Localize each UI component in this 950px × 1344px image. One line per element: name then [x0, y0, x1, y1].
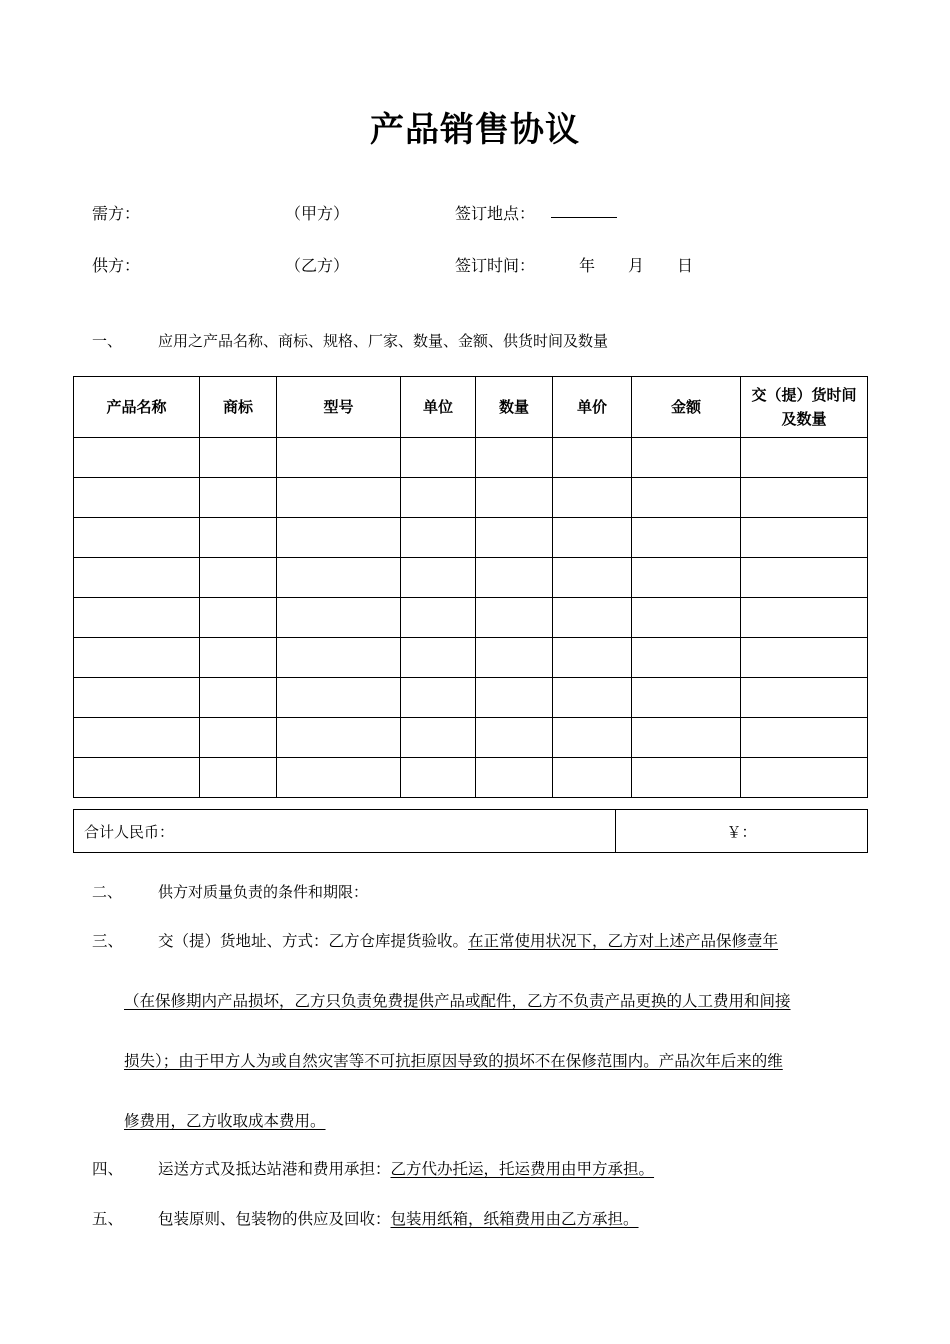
table-cell[interactable] [553, 558, 632, 598]
table-cell[interactable] [277, 558, 401, 598]
table-cell[interactable] [277, 718, 401, 758]
section3-number: 三、 [92, 932, 124, 950]
table-row [74, 638, 868, 678]
section3-underlined-1: 在正常使用状况下，乙方对上述产品保修壹年 [468, 932, 779, 950]
section2-text: 供方对质量负责的条件和期限： [158, 883, 369, 901]
table-cell[interactable] [74, 718, 200, 758]
section4-underlined: 乙方代办托运，托运费用由甲方承担。 [390, 1160, 655, 1178]
sign-time-label: 签订时间： [455, 256, 536, 275]
table-cell[interactable] [553, 678, 632, 718]
month-label: 月 [628, 256, 645, 275]
table-cell[interactable] [741, 758, 868, 798]
section3-underlined-2: （在保修期内产品损坏，乙方只负责免费提供产品或配件，乙方不负责产品更换的人工费用和间接 [124, 992, 791, 1010]
table-cell[interactable] [741, 718, 868, 758]
table-cell[interactable] [553, 718, 632, 758]
total-row [74, 810, 868, 853]
table-cell[interactable] [200, 518, 277, 558]
table-cell[interactable] [632, 478, 741, 518]
section3-underlined-4: 修费用，乙方收取成本费用。 [124, 1112, 326, 1130]
section5-underlined: 包装用纸箱，纸箱费用由乙方承担。 [390, 1210, 639, 1228]
table-cell[interactable] [200, 598, 277, 638]
product-table [73, 376, 868, 798]
table-cell[interactable] [74, 598, 200, 638]
table-cell[interactable] [741, 438, 868, 478]
table-cell[interactable] [401, 678, 476, 718]
table-row [74, 518, 868, 558]
section1-number: 一、 [92, 332, 123, 350]
table-cell[interactable] [632, 718, 741, 758]
table-cell[interactable] [741, 518, 868, 558]
table-cell[interactable] [476, 718, 553, 758]
table-cell[interactable] [553, 478, 632, 518]
table-cell[interactable] [476, 758, 553, 798]
table-cell[interactable] [277, 438, 401, 478]
header-model: 型号 [277, 377, 401, 438]
table-cell[interactable] [277, 678, 401, 718]
table-cell[interactable] [74, 438, 200, 478]
section5-number: 五、 [92, 1210, 124, 1228]
header-amount: 金额 [632, 377, 741, 438]
table-cell[interactable] [741, 558, 868, 598]
table-row [74, 758, 868, 798]
total-label[interactable]: 合计人民币： [74, 810, 616, 853]
table-cell[interactable] [476, 558, 553, 598]
table-cell[interactable] [741, 598, 868, 638]
day-label: 日 [677, 256, 694, 275]
table-row [74, 678, 868, 718]
table-cell[interactable] [200, 638, 277, 678]
table-cell[interactable] [553, 598, 632, 638]
buyer-label: 需方： [92, 204, 141, 223]
total-table [73, 809, 868, 853]
table-cell[interactable] [74, 518, 200, 558]
table-cell[interactable] [741, 638, 868, 678]
table-cell[interactable] [632, 518, 741, 558]
section3-underlined-3: 损失）；由于甲方人为或自然灾害等不可抗拒原因导致的损坏不在保修范围内。产品次年后来的维 [124, 1052, 783, 1070]
table-cell[interactable] [401, 518, 476, 558]
table-cell[interactable] [476, 598, 553, 638]
table-cell[interactable] [741, 478, 868, 518]
table-cell[interactable] [401, 718, 476, 758]
total-amount[interactable]: ￥： [616, 810, 868, 853]
section3-text: 交（提）货地址、方式：乙方仓库提货验收。 [158, 932, 469, 950]
supplier-party: （乙方） [285, 256, 350, 275]
table-cell[interactable] [277, 478, 401, 518]
table-cell[interactable] [632, 438, 741, 478]
table-cell[interactable] [277, 518, 401, 558]
table-cell[interactable] [200, 478, 277, 518]
document-title: 产品销售协议 [370, 110, 580, 150]
table-cell[interactable] [74, 558, 200, 598]
supplier-label: 供方： [92, 256, 141, 275]
section1-text: 应用之产品名称、商标、规格、厂家、数量、金额、供货时间及数量 [158, 332, 609, 350]
year-label: 年 [579, 256, 596, 275]
table-cell[interactable] [553, 438, 632, 478]
buyer-party: （甲方） [285, 204, 350, 223]
table-cell[interactable] [632, 638, 741, 678]
sign-place-blank[interactable] [551, 217, 617, 218]
table-cell[interactable] [277, 598, 401, 638]
table-cell[interactable] [200, 718, 277, 758]
section4-text: 运送方式及抵达站港和费用承担： [158, 1160, 391, 1178]
section5-text: 包装原则、包装物的供应及回收： [158, 1210, 391, 1228]
table-cell[interactable] [741, 678, 868, 718]
table-cell[interactable] [74, 478, 200, 518]
table-cell[interactable] [553, 758, 632, 798]
table-cell[interactable] [632, 678, 741, 718]
table-cell[interactable] [200, 558, 277, 598]
table-cell[interactable] [74, 758, 200, 798]
table-cell[interactable] [74, 638, 200, 678]
table-row [74, 558, 868, 598]
table-cell[interactable] [277, 638, 401, 678]
table-row [74, 478, 868, 518]
table-cell[interactable] [401, 478, 476, 518]
header-delivery-time: 交（提）货时间及数量 [741, 377, 868, 438]
table-cell[interactable] [632, 758, 741, 798]
section2-number: 二、 [92, 883, 123, 901]
table-cell[interactable] [401, 558, 476, 598]
table-cell[interactable] [476, 438, 553, 478]
table-row [74, 598, 868, 638]
section5-line [158, 1207, 639, 1229]
table-cell[interactable] [401, 758, 476, 798]
table-cell[interactable] [277, 758, 401, 798]
table-cell[interactable] [401, 598, 476, 638]
header-unit: 单位 [401, 377, 476, 438]
table-cell[interactable] [553, 638, 632, 678]
table-cell[interactable] [200, 438, 277, 478]
table-row [74, 438, 868, 478]
sign-place-label: 签订地点： [455, 204, 536, 223]
section4-line [158, 1157, 654, 1179]
table-cell[interactable] [401, 438, 476, 478]
header-quantity: 数量 [476, 377, 553, 438]
table-cell[interactable] [632, 598, 741, 638]
table-row [74, 718, 868, 758]
table-cell[interactable] [401, 638, 476, 678]
section3-line1 [158, 929, 778, 951]
table-cell[interactable] [476, 478, 553, 518]
table-cell[interactable] [632, 558, 741, 598]
header-product-name: 产品名称 [74, 377, 200, 438]
table-cell[interactable] [476, 678, 553, 718]
header-unit-price: 单价 [553, 377, 632, 438]
table-cell[interactable] [476, 518, 553, 558]
table-cell[interactable] [200, 758, 277, 798]
table-cell[interactable] [200, 678, 277, 718]
table-cell[interactable] [74, 678, 200, 718]
header-trademark: 商标 [200, 377, 277, 438]
section4-number: 四、 [92, 1160, 124, 1178]
table-header-row [74, 377, 868, 438]
table-cell[interactable] [476, 638, 553, 678]
table-cell[interactable] [553, 518, 632, 558]
